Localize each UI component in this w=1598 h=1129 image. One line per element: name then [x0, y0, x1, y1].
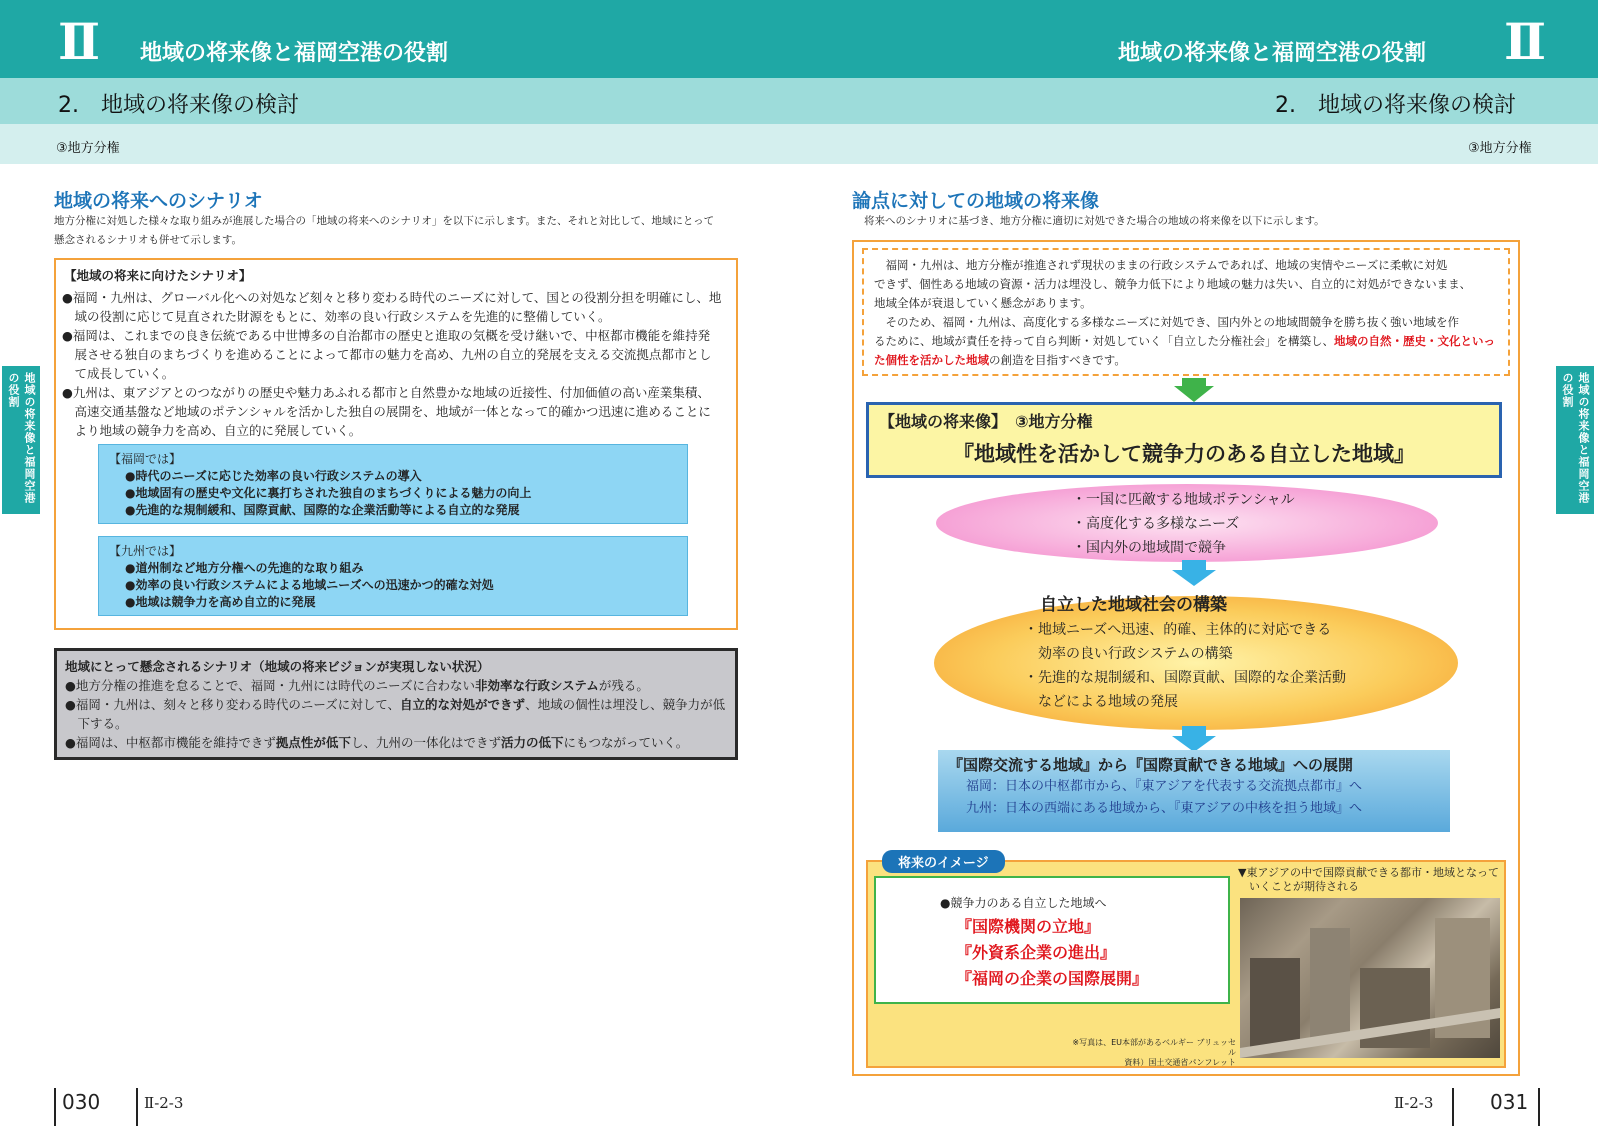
footer-divider [136, 1088, 138, 1126]
concern-box [54, 648, 738, 760]
footer-divider [54, 1088, 56, 1126]
blue-arrow-icon [1172, 726, 1216, 752]
concern-line-3: 下する。 [65, 716, 128, 731]
dashed-line [874, 332, 1498, 351]
orange-ellipse [934, 596, 1458, 730]
orange-title: 自立した地域社会の構築 [1040, 595, 1227, 615]
concern-text: ●地方分権の推進を怠ることで、福岡・九州には時代のニーズに合わない [65, 678, 476, 693]
orange-line: 効率の良い行政システムの構築 [1024, 646, 1233, 662]
fukuoka-box [98, 444, 688, 524]
concern-text: ●福岡・九州は、刻々と移り変わる時代のニーズに対して、 [65, 697, 401, 712]
dashed-emphasis: 地域の自然・歴史・文化といっ [1334, 334, 1495, 348]
pink-item: ・国内外の地域間で競争 [1072, 540, 1226, 556]
left-intro-line-1: 地方分権に対処した様々な取り組みが進展した場合の「地域の将来へのシナリオ」を以下に示します。また、それと対比して、地域にとって [54, 215, 715, 227]
page-number-right: 031 [1490, 1090, 1529, 1114]
pink-ellipse [936, 484, 1438, 562]
chapter-roman-left: Ⅱ [58, 12, 97, 71]
kyushu-item: ●地域は競争力を高め自立的に発展 [125, 595, 316, 609]
side-tab-right: 地域の将来像と福岡空港の役割 [1556, 366, 1594, 514]
concern-text: ●福岡は、中枢都市機能を維持できず [65, 735, 276, 750]
concern-title: 地域にとって懸念されるシナリオ（地域の将来ビジョンが実現しない状況） [65, 659, 490, 674]
vision-label: 【地域の将来像】 ③地方分権 [879, 412, 1093, 431]
concern-line-1 [65, 676, 727, 695]
left-intro-line-2: 懸念されるシナリオも併せて示します。 [54, 234, 243, 246]
green-arrow-icon [1174, 378, 1214, 402]
dashed-line: 地域全体が衰退していく懸念があります。 [874, 296, 1092, 310]
fukuoka-item: ●地域固有の歴史や文化に裏打ちされた独自のまちづくりによる魅力の向上 [125, 486, 532, 500]
kyushu-item: ●効率の良い行政システムによる地域ニーズへの迅速かつ的確な対処 [125, 578, 494, 592]
page-number-left: 030 [62, 1090, 101, 1114]
future-bullet: ●競争力のある自立した地域へ [940, 896, 1107, 910]
vision-title: 『地域性を活かして競争力のある自立した地域』 [953, 442, 1415, 466]
section-title-right: 2. 地域の将来像の検討 [1275, 93, 1516, 118]
fukuoka-item: ●時代のニーズに応じた効率の良い行政システムの導入 [125, 469, 422, 483]
blue-line: 福岡：日本の中枢都市から、『東アジアを代表する交流拠点都市』へ [966, 779, 1362, 794]
blue-title: 『国際交流する地域』から『国際貢献できる地域』への展開 [948, 756, 1354, 774]
dashed-text-box [862, 248, 1510, 376]
footer-divider [1452, 1088, 1454, 1126]
fukuoka-item: ●先進的な規制緩和、国際貢献、国際的な企業活動等による自立的な発展 [125, 503, 520, 517]
page-ref-left: Ⅱ-2-3 [144, 1094, 184, 1112]
concern-text: にもつながっていく。 [563, 735, 689, 750]
blue-line: 九州：日本の西端にある地域から、『東アジアの中核を担う地域』へ [966, 801, 1362, 816]
photo-caption [1238, 866, 1499, 894]
orange-line: ・先進的な規制緩和、国際貢献、国際的な企業活動 [1024, 670, 1346, 686]
photo-note-line: 資料）国土交通省パンフレット [1124, 1058, 1236, 1067]
photo-buildings-icon [1240, 898, 1500, 1058]
dashed-text: るために、地域が責任を持って自ら判断・対処していく「自立した分権社会」を構築し、 [874, 334, 1334, 348]
fukuoka-title: 【福岡では】 [109, 452, 182, 466]
subsection-band [0, 124, 1598, 164]
dashed-line [874, 351, 1498, 370]
concern-line-2 [65, 695, 727, 714]
future-image-tag: 将来のイメージ [882, 850, 1005, 873]
side-tab-left: 地域の将来像と福岡空港の役割 [2, 366, 40, 514]
dashed-line: できず、個性ある地域の資源・活力は埋没し、競争力低下により地域の魅力は失い、自立的に対処ができないまま、 [874, 277, 1472, 291]
photo-note [1066, 1038, 1236, 1068]
blue-expansion-box [938, 750, 1450, 832]
concern-text: 、地域の個性は埋没し、競争力が低 [525, 697, 726, 712]
concern-emphasis: 自立的な対処ができず [400, 697, 526, 712]
concern-text: が残る。 [598, 678, 649, 693]
concern-line-4 [65, 733, 727, 752]
subsection-left: ③地方分権 [56, 141, 120, 156]
kyushu-title: 【九州では】 [109, 544, 182, 558]
right-intro: 将来へのシナリオに基づき、地方分権に適切に対処できた場合の地域の将来像を以下に示します。 [864, 215, 1325, 227]
scenario-lines [62, 288, 734, 440]
scenario-line: ●福岡・九州は、グローバル化への対処など刻々と移り変わる時代のニーズに対して、国との役割分担を明確にし、地 [62, 290, 722, 305]
pink-item: ・高度化する多様なニーズ [1072, 516, 1240, 532]
left-heading: 地域の将来へのシナリオ [54, 190, 263, 212]
photo-caption-line: ▼東アジアの中で国際貢献できる都市・地域となって [1238, 866, 1500, 879]
footer-divider [1538, 1088, 1540, 1126]
dashed-text: の創造を目指すべきです。 [989, 353, 1126, 367]
page-ref-right: Ⅱ-2-3 [1394, 1094, 1434, 1112]
photo-caption-line: いくことが期待される [1238, 880, 1359, 893]
pink-item: ・一国に匹敵する地域ポテンシャル [1072, 492, 1295, 508]
scenario-title: 【地域の将来に向けたシナリオ】 [64, 268, 252, 283]
kyushu-item: ●道州制など地方分権への先進的な取り組み [125, 561, 364, 575]
chapter-title-left: 地域の将来像と福岡空港の役割 [140, 41, 449, 66]
scenario-line: 高速交通基盤など地域のポテンシャルを活かした独自の展開を、地域が一体となって的確かつ迅速に進めることに [62, 404, 711, 419]
concern-text: し、九州の一体化はできず [350, 735, 501, 750]
concern-emphasis: 活力の低下 [500, 735, 564, 750]
scenario-line: 域の役割に応じて見直された財源をもとに、効率の良い行政システムを先進的に整備していく。 [62, 309, 611, 324]
scenario-line: ●福岡は、これまでの良き伝統である中世博多の自治都市の歴史と進取の気概を受け継いで、中枢都市機能を維持発 [62, 328, 711, 343]
blue-arrow-icon [1172, 560, 1216, 586]
dashed-line: 福岡・九州は、地方分権が推進されず現状のままの行政システムであれば、地域の実情やニーズに柔軟に対処 [874, 258, 1448, 272]
future-item: 『福岡の企業の国際展開』 [956, 969, 1149, 988]
future-item: 『外資系企業の進出』 [956, 943, 1117, 962]
dashed-line: そのため、福岡・九州は、高度化する多様なニーズに対処でき、国内外との地域間競争を勝ち抜く強い地域を作 [874, 315, 1459, 329]
brussels-photo [1240, 898, 1500, 1058]
kyushu-box [98, 536, 688, 616]
right-heading: 論点に対しての地域の将来像 [852, 190, 1100, 212]
concern-emphasis: 非効率な行政システム [475, 678, 599, 693]
scenario-line: て成長していく。 [62, 366, 175, 381]
future-list-box [874, 876, 1230, 1004]
dashed-emphasis: た個性を活かした地域 [874, 353, 989, 367]
chapter-roman-right: Ⅱ [1504, 12, 1543, 71]
vision-banner [866, 402, 1502, 478]
orange-line: ・地域ニーズへ迅速、的確、主体的に対応できる [1024, 622, 1332, 638]
orange-line: などによる地域の発展 [1024, 694, 1178, 710]
photo-note-line: ※写真は、EU本部があるベルギー ブリュッセル [1072, 1038, 1236, 1057]
scenario-line: 展させる独自のまちづくりを進めることによって都市の魅力を高め、九州の自立的発展を支える交流拠点都市とし [62, 347, 712, 362]
left-intro [54, 212, 754, 250]
scenario-line: より地域の競争力を高め、自立的に発展していく。 [62, 423, 362, 438]
chapter-title-right: 地域の将来像と福岡空港の役割 [1118, 41, 1427, 66]
section-title-left: 2. 地域の将来像の検討 [58, 93, 299, 118]
future-item: 『国際機関の立地』 [956, 917, 1101, 936]
subsection-right: ③地方分権 [1468, 141, 1532, 156]
scenario-line: ●九州は、東アジアとのつながりの歴史や魅力あふれる都市と自然豊かな地域の近接性、付加価値の高い産業集積、 [62, 385, 710, 400]
scenario-box [54, 258, 738, 630]
concern-emphasis: 拠点性が低下 [275, 735, 351, 750]
